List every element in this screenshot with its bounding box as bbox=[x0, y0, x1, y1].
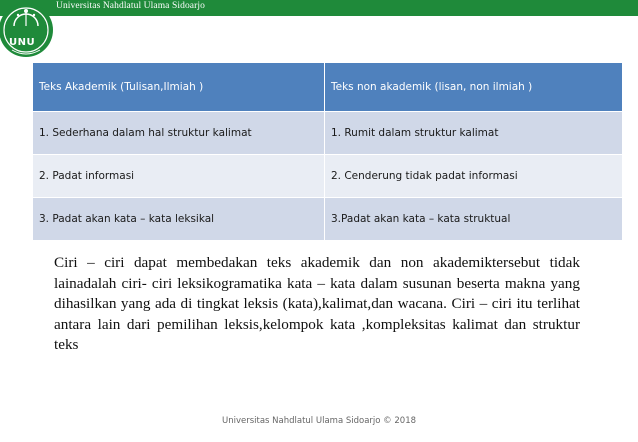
body-paragraph: Ciri – ciri dapat membedakan teks akademik dan non akademiktersebut tidak lainadalah ciri- ciri leksikogramatika kata – kata dalam susunan beserta makna yang dihasilkan yang ada di tingkat leksis (kata),kalimat,dan wacana. Ciri – ciri itu terlihat antara lain dari pemilihan leksis,kelompok kata ,kompleksitas kalimat dan struktur teks bbox=[54, 254, 580, 353]
table-cell: 2. Padat informasi bbox=[33, 155, 325, 198]
table-cell: 3.Padat akan kata – kata struktual bbox=[325, 198, 623, 241]
table-row bbox=[33, 198, 623, 241]
table-header-row bbox=[33, 63, 623, 112]
table-cell: 2. Cenderung tidak padat informasi bbox=[325, 155, 623, 198]
header-non-academic: Teks non akademik (lisan, non ilmiah ) bbox=[325, 63, 623, 112]
header-bar bbox=[0, 0, 638, 16]
table-row bbox=[33, 155, 623, 198]
logo-text: UNU bbox=[9, 37, 36, 48]
university-logo bbox=[0, 0, 60, 64]
institution-name: Universitas Nahdlatul Ulama Sidoarjo bbox=[56, 1, 205, 11]
table-cell: 1. Rumit dalam struktur kalimat bbox=[325, 112, 623, 155]
logo-emblem-icon bbox=[0, 0, 60, 64]
table-cell: 3. Padat akan kata – kata leksikal bbox=[33, 198, 325, 241]
header-academic: Teks Akademik (Tulisan,Ilmiah ) bbox=[33, 63, 325, 112]
comparison-table bbox=[32, 62, 623, 241]
table-cell: 1. Sederhana dalam hal struktur kalimat bbox=[33, 112, 325, 155]
table-row bbox=[33, 112, 623, 155]
footer-text: Universitas Nahdlatul Ulama Sidoarjo © 2018 bbox=[221, 416, 417, 426]
